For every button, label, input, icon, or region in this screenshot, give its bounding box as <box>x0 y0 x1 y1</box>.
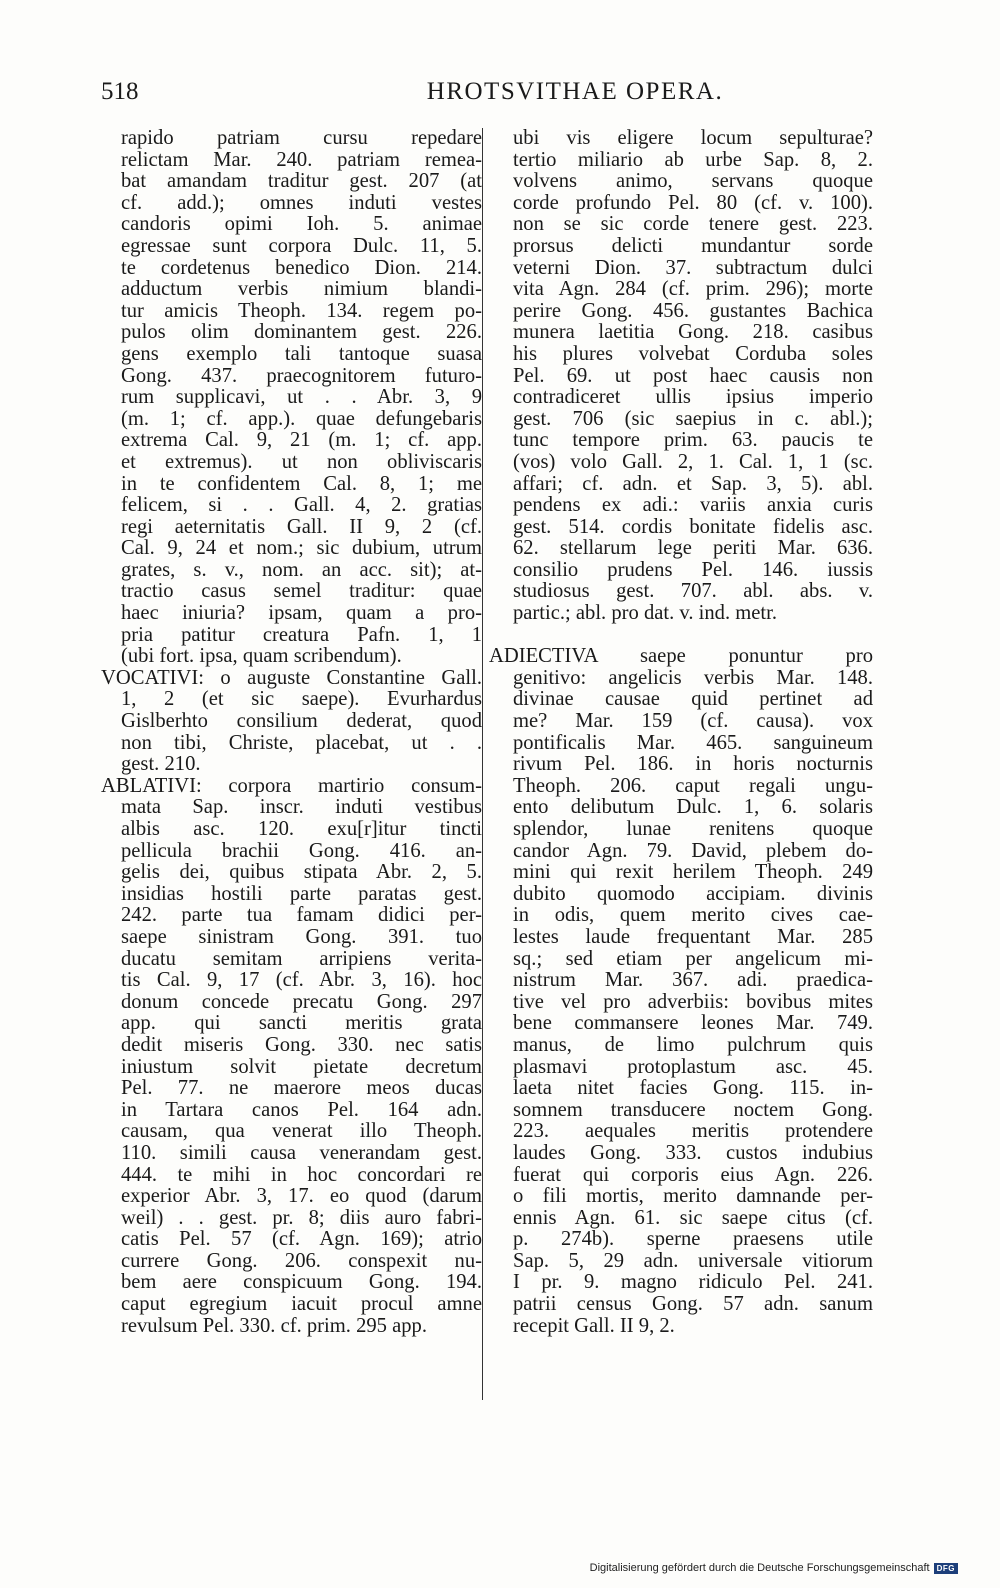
page-number: 518 <box>101 78 139 105</box>
text-line: me? Mar. 159 (cf. causa). vox <box>513 711 873 733</box>
text-line: Theoph. 206. caput regali ungu- <box>513 775 873 797</box>
text-line: extrema Cal. 9, 21 (m. 1; cf. app. <box>121 430 482 452</box>
text-line: o fili mortis, merito damnande per- <box>513 1186 873 1208</box>
text-line: gest. 706 (sic saepius in c. abl.); <box>513 408 873 430</box>
text-line: ubi vis eligere locum sepulturae? <box>513 128 873 149</box>
text-line: catis Pel. 57 (cf. Agn. 169); atrio <box>121 1229 482 1251</box>
text-line: non tibi, Christe, placebat, ut . . <box>121 732 482 754</box>
text-line: experior Abr. 3, 17. eo quod (darum <box>121 1186 482 1208</box>
text-line: tis Cal. 9, 17 (cf. Abr. 3, 16). hoc <box>121 970 482 992</box>
text-line: 110. simili causa venerandam gest. <box>121 1142 482 1164</box>
text-line: ABLATIVI: corpora martirio consum- <box>101 775 482 797</box>
text-line: iniustum solvit pietate decretum <box>121 1056 482 1078</box>
text-line: somnem transducere noctem Gong. <box>513 1099 873 1121</box>
text-line: tunc tempore prim. 63. paucis te <box>513 430 873 452</box>
text-line: (ubi fort. ipsa, quam scribendum). <box>121 646 402 668</box>
text-line: I pr. 9. magno ridiculo Pel. 241. <box>513 1272 873 1294</box>
text-line: app. qui sancti meritis grata <box>121 1013 482 1035</box>
text-line: Pel. 69. ut post haec causis non <box>513 365 873 387</box>
text-line: 223. aequales meritis protendere <box>513 1121 873 1143</box>
text-line: et extremus). ut non obliviscaris <box>121 451 482 473</box>
text-line: gelis dei, quibus stipata Abr. 2, 5. <box>121 862 482 884</box>
right-column <box>489 128 873 1337</box>
text-line: candor Agn. 79. David, plebem do- <box>513 840 873 862</box>
text-line: donum concede precatu Gong. 297 <box>121 991 482 1013</box>
text-line: lestes laude frequentant Mar. 285 <box>513 926 873 948</box>
text-line: patrii census Gong. 57 adn. sanum <box>513 1294 873 1316</box>
text-line: in odis, quem merito cives cae- <box>513 905 873 927</box>
text-line: fuerat qui corporis eius Agn. 226. <box>513 1164 873 1186</box>
text-line: revulsum Pel. 330. cf. prim. 295 app. <box>121 1315 428 1337</box>
text-line: relictam Mar. 240. patriam remea- <box>121 149 482 171</box>
text-line: pendens ex adi.: variis anxia curis <box>513 495 873 517</box>
text-line: insidias hostili parte paratas gest. <box>121 883 482 905</box>
text-line: tive vel pro adverbiis: bovibus mites <box>513 991 873 1013</box>
text-line: manus, de limo pulchrum quis <box>513 1034 873 1056</box>
text-line: 1, 2 (et sic saepe). Evurhardus <box>121 689 482 711</box>
text-line: Gong. 437. praecognitorem futuro- <box>121 365 482 387</box>
column-divider <box>482 128 483 1400</box>
text-line: perire Gong. 456. gustantes Bachica <box>513 300 873 322</box>
text-line: adductum verbis nimium blandi- <box>121 279 482 301</box>
text-line: laeta nitet facies Gong. 115. in- <box>513 1078 873 1100</box>
text-line: in te confidentem Cal. 8, 1; me <box>121 473 482 495</box>
dfg-logo: DFG <box>934 1563 958 1574</box>
text-line: laudes Gong. 333. custos indubius <box>513 1142 873 1164</box>
text-line: causam, qua venerat illo Theoph. <box>121 1121 482 1143</box>
text-line: corde profundo Pel. 80 (cf. v. 100). <box>513 192 873 214</box>
text-line <box>489 625 873 647</box>
text-line: ducatu semitam arripiens verita- <box>121 948 482 970</box>
text-line: Pel. 77. ne maerore meos ducas <box>121 1078 482 1100</box>
text-line: ento delibutum Dulc. 1, 6. solaris <box>513 797 873 819</box>
text-line: egressae sunt corpora Dulc. 11, 5. <box>121 235 482 257</box>
text-line: nistrum Mar. 367. adi. praedica- <box>513 970 873 992</box>
text-line: VOCATIVI: o auguste Constantine Gall. <box>101 667 482 689</box>
left-column <box>101 128 482 1337</box>
text-line: volvens animo, servans quoque <box>513 171 873 193</box>
text-line: dedit miseris Gong. 330. nec satis <box>121 1034 482 1056</box>
text-line: mini qui rexit herilem Theoph. 249 <box>513 862 873 884</box>
text-line: sq.; sed etiam per angelicum mi- <box>513 948 873 970</box>
text-line: currere Gong. 206. conspexit nu- <box>121 1250 482 1272</box>
text-line: pulos olim dominantem gest. 226. <box>121 322 482 344</box>
text-line: veterni Dion. 37. subtractum dulci <box>513 257 873 279</box>
text-line: affari; cf. adn. et Sap. 3, 5). abl. <box>513 473 873 495</box>
text-line: weil) . . gest. pr. 8; diis auro fabri- <box>121 1207 482 1229</box>
text-line: munera laetitia Gong. 218. casibus <box>513 322 873 344</box>
running-title: HROTSVITHAE OPERA. <box>426 78 724 105</box>
text-line: vita Agn. 284 (cf. prim. 296); morte <box>513 279 873 301</box>
text-line: candoris opimi Ioh. 5. animae <box>121 214 482 236</box>
text-line: regi aeternitatis Gall. II 9, 2 (cf. <box>121 516 482 538</box>
text-line: rivum Pel. 186. in horis nocturnis <box>513 754 873 776</box>
text-line: pria patitur creatura Pafn. 1, 1 <box>121 624 482 646</box>
text-line: saepe sinistram Gong. 391. tuo <box>121 926 482 948</box>
text-line: mata Sap. inscr. induti vestibus <box>121 797 482 819</box>
text-line: 444. te mihi in hoc concordari re <box>121 1164 482 1186</box>
text-line: tractio casus semel traditur: quae <box>121 581 482 603</box>
text-line: divinae causae quid pertinet ad <box>513 689 873 711</box>
text-line: plasmavi protoplastum asc. 45. <box>513 1056 873 1078</box>
text-line: recepit Gall. II 9, 2. <box>513 1315 675 1337</box>
text-line: 62. stellarum lege periti Mar. 636. <box>513 538 873 560</box>
text-line: consilio prudens Pel. 146. iussis <box>513 559 873 581</box>
text-line: bat amandam traditur gest. 207 (at <box>121 171 482 193</box>
text-line: Sap. 5, 29 adn. universale vitiorum <box>513 1250 873 1272</box>
text-line: (m. 1; cf. app.). quae defungebaris <box>121 408 482 430</box>
text-line: studiosus gest. 707. abl. abs. v. <box>513 581 873 603</box>
text-line: felicem, si . . Gall. 4, 2. gratias <box>121 495 482 517</box>
text-line: his plures volvebat Corduba soles <box>513 343 873 365</box>
text-line: ennis Agn. 61. sic saepe citus (cf. <box>513 1207 873 1229</box>
text-line: dubito quomodo accipiam. divinis <box>513 883 873 905</box>
text-line: prorsus delicti mundantur sorde <box>513 235 873 257</box>
text-line: bem aere conspicuum Gong. 194. <box>121 1272 482 1294</box>
text-line: grates, s. v., nom. an acc. sit); at- <box>121 559 482 581</box>
text-line: in Tartara canos Pel. 164 adn. <box>121 1099 482 1121</box>
text-line: 242. parte tua famam didici per- <box>121 905 482 927</box>
text-line: (vos) volo Gall. 2, 1. Cal. 1, 1 (sc. <box>513 451 873 473</box>
text-line: tertio miliario ab urbe Sap. 8, 2. <box>513 149 873 171</box>
text-line: p. 274b). sperne praesens utile <box>513 1229 873 1251</box>
text-line: cf. add.); omnes induti vestes <box>121 192 482 214</box>
text-line: gest. 514. cordis bonitate fidelis asc. <box>513 516 873 538</box>
text-line: ADIECTIVA saepe ponuntur pro <box>489 646 873 668</box>
text-line: rapido patriam cursu repedare <box>121 128 482 149</box>
text-line: rum supplicavi, ut . . Abr. 3, 9 <box>121 387 482 409</box>
text-line: Cal. 9, 24 et nom.; sic dubium, utrum <box>121 538 482 560</box>
text-line: albis asc. 120. exu[r]itur tincti <box>121 819 482 840</box>
text-line: caput egregium iacuit procul amne <box>121 1294 482 1316</box>
text-line: te cordetenus benedico Dion. 214. <box>121 257 482 279</box>
text-line: pontificalis Mar. 465. sanguineum <box>513 732 873 754</box>
footer-credit-text: Digitalisierung gefördert durch die Deutsche Forschungsgemeinschaft <box>589 1562 930 1574</box>
text-line: tur amicis Theoph. 134. regem po- <box>121 300 482 322</box>
text-line: partic.; abl. pro dat. v. ind. metr. <box>513 603 778 625</box>
text-line: contradiceret ullis ipsius imperio <box>513 387 873 409</box>
text-line: gens exemplo tali tantoque suasa <box>121 343 482 365</box>
text-line: non se sic corde tenere gest. 223. <box>513 214 873 236</box>
text-line: bene commansere leones Mar. 749. <box>513 1013 873 1035</box>
footer-credit <box>590 1562 958 1574</box>
text-line: pellicula brachii Gong. 416. an- <box>121 840 482 862</box>
text-line: gest. 210. <box>121 754 201 776</box>
text-line: genitivo: angelicis verbis Mar. 148. <box>513 667 873 689</box>
text-line: splendor, lunae renitens quoque <box>513 819 873 840</box>
text-line: haec iniuria? ipsam, quam a pro- <box>121 603 482 625</box>
text-line: Gislberhto consilium dederat, quod <box>121 711 482 733</box>
